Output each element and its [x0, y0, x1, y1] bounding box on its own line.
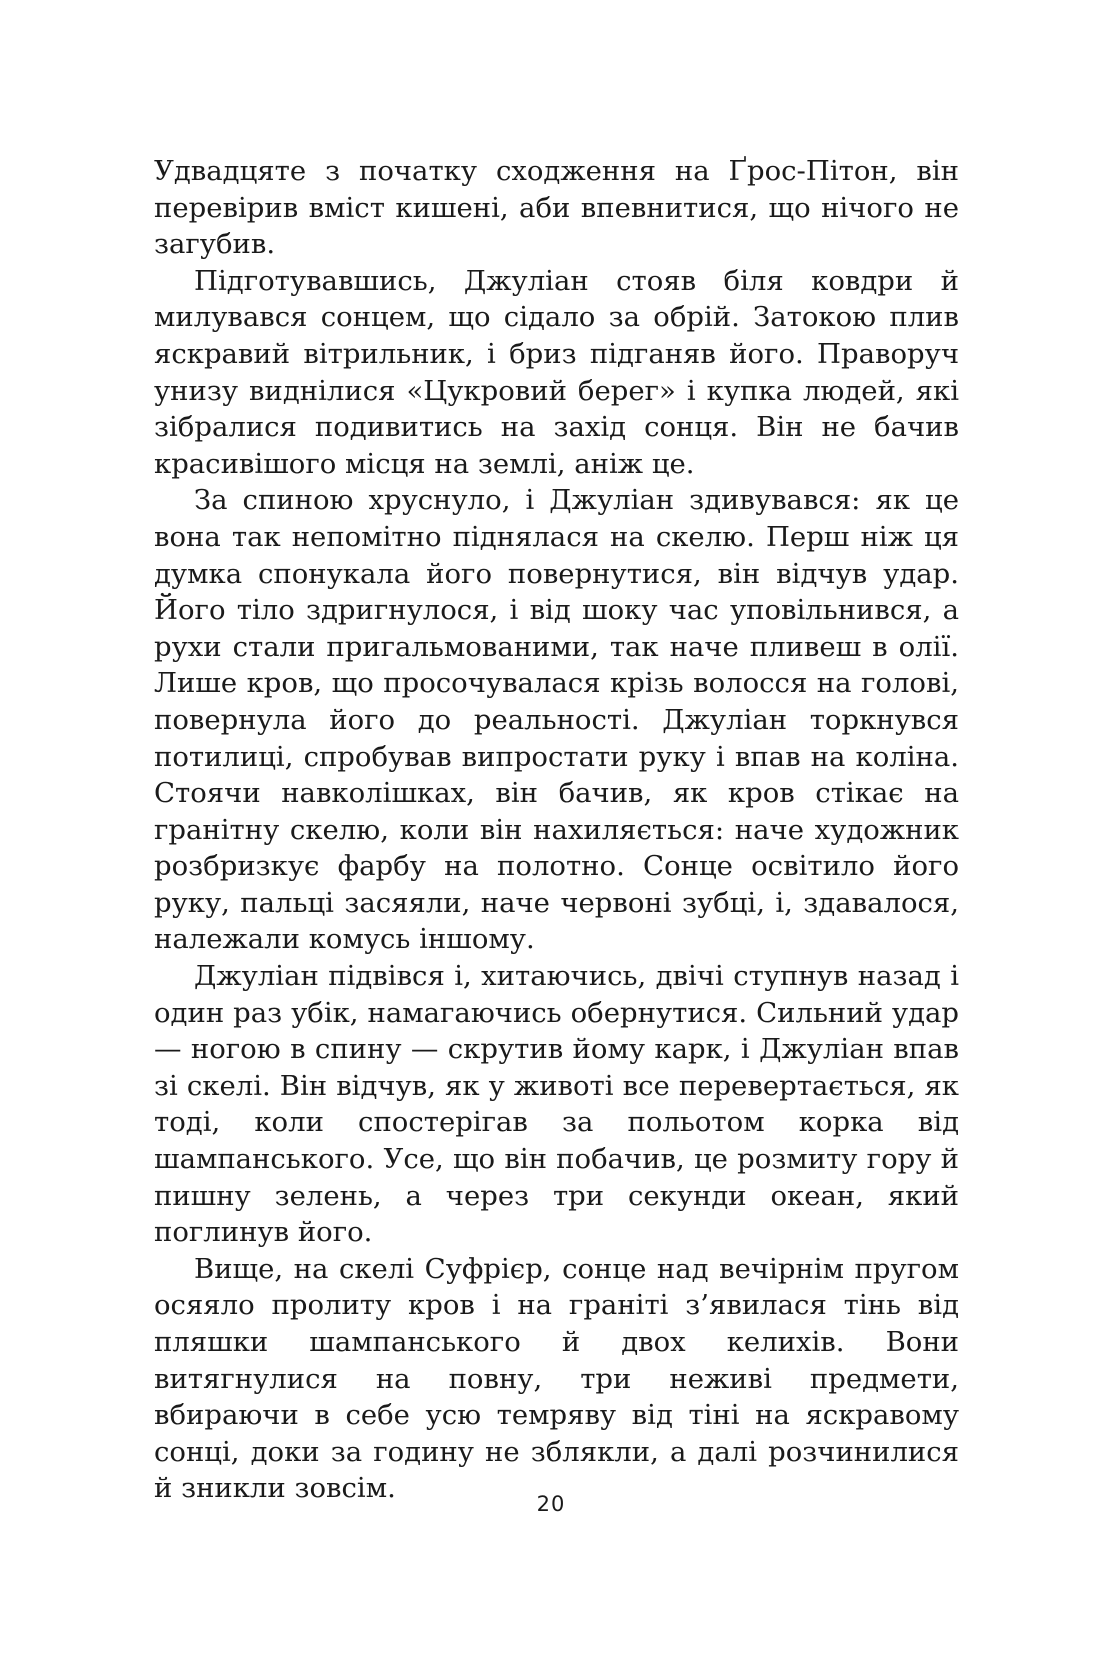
- paragraph-3: За спиною хруснуло, і Джуліан здивувався: як це вона так непомітно піднялася на скелю. Перш ніж ця думка спонукала його повернутися, він відчув удар. Його тіло здригнулося, і від шоку час уповільнився, а рухи стали пригальмованими, так наче пливеш в олії. Лише кров, що просочувалася крізь волосся на голові, повернула його до реальності. Джуліан торкнувся потилиці, спробував випростати руку і впав на коліна. Стоячи навколішках, він бачив, як кров стікає на гранітну скелю, коли він нахиляється: наче художник розбризкує фарбу на полотно. Сонце освітило його руку, пальці засяяли, наче червоні зубці, і, здавалося, належали комусь іншому.: [154, 484, 959, 956]
- paragraph-1: Удвадцяте з початку сходження на Ґрос-Пітон, він перевірив вміст кишені, аби впевнитися, що нічого не загубив.: [154, 155, 959, 261]
- page-number: 20: [536, 1492, 566, 1516]
- page-text: [154, 153, 959, 1507]
- paragraph-5: Вище, на скелі Суфрієр, сонце над вечірнім пругом осяяло пролиту кров і на граніті з’явилася тінь від пляшки шампанського й двох келихів. Вони витягнулися на повну, три неживі предмети, вбираючи в себе усю темряву від тіні на яскравому сонці, доки за годину не зблякли, а далі розчинилися й зникли зовсім.: [154, 1252, 959, 1505]
- paragraph-4: Джуліан підвівся і, хитаючись, двічі ступнув назад і один раз убік, намагаючись обернутися. Сильний удар — ногою в спину — скрутив йому карк, і Джуліан впав зі скелі. Він відчув, як у животі все перевертається, як тоді, коли спостерігав за польотом корка від шампанського. Усе, що він побачив, це розмиту гору й пишну зелень, а через три секунди океан, який поглинув його.: [154, 960, 959, 1249]
- paragraph-2: Підготувавшись, Джуліан стояв біля ковдри й милувався сонцем, що сідало за обрій. Затокою плив яскравий вітрильник, і бриз підганяв його. Праворуч унизу виднілися «Цукровий берег» і купка людей, які зібралися подивитись на захід сонця. Він не бачив красивішого місця на землі, аніж це.: [154, 264, 959, 480]
